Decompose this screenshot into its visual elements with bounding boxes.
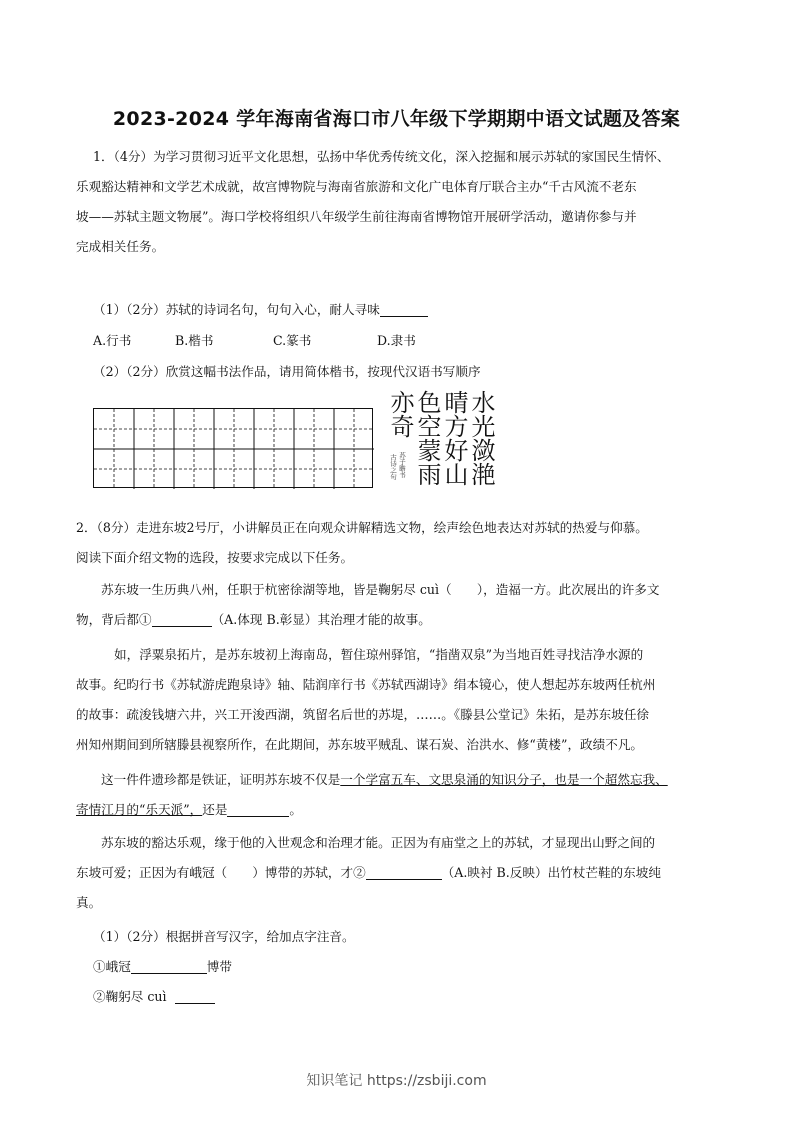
q2-para4-line-1: 苏东坡的豁达乐观，缘于他的入世观念和治理才能。正因为有庙堂之上的苏轼，才显现出山野之间的 <box>101 835 656 850</box>
q2-item1-text-a: ①峨冠 <box>93 959 131 974</box>
calligraphy-column-1: 水光潋滟 <box>467 390 495 486</box>
q1-sub1-blank[interactable] <box>380 302 428 317</box>
q2-intro-line-2: 阅读下面介绍文物的选段，按要求完成以下任务。 <box>76 550 354 565</box>
q2-item2-text: ②鞠躬尽 cuì <box>93 989 167 1004</box>
q2-para3-line-1 <box>101 766 668 794</box>
q1-options <box>93 327 416 355</box>
blank-still-is[interactable] <box>227 802 289 817</box>
q2-para3-line-2 <box>76 796 302 824</box>
q2-para2-line-1: 如，浮粟泉拓片，是苏东坡初上海南岛，暂住琼州驿馆，“指凿双泉”为当地百姓寻找洁净水源的 <box>114 647 644 662</box>
q2-para3-underlined-b: 寄情江月的“乐天派”， <box>76 802 203 817</box>
option-a[interactable]: A.行书 <box>93 333 132 348</box>
blank-pinyin-1[interactable] <box>131 959 207 974</box>
q2-item2 <box>93 983 215 1011</box>
q1-intro-line-1: 1．（4分）为学习贯彻习近平文化思想，弘扬中华优秀传统文化，深入挖掘和展示苏轼的家国民生情怀、 <box>93 149 670 164</box>
q2-para2-line-4: 州知州期间到所辖滕县视察所作，在此期间，苏东坡平贼乱、谋石炭、治洪水、修“黄楼”，政绩不凡。 <box>76 737 644 752</box>
calligraphy-signature-1: 苏子瞻书 <box>398 452 406 478</box>
q1-intro-line-3: 坡——苏轼主题文物展”。海口学校将组织八年级学生前往海南省博物馆开展研学活动，邀请你参与并 <box>76 209 637 224</box>
q2-para4-line-3: 真。 <box>76 895 102 910</box>
q2-para1-line-2 <box>76 606 431 634</box>
q1-sub1-text: （1）（2分）苏轼的诗词名句，句句入心，耐人寻味 <box>93 302 380 317</box>
q2-para1-text-a: 物，背后都① <box>76 612 152 627</box>
q1-intro-line-2: 乐观豁达精神和文学艺术成就，故宫博物院与海南省旅游和文化广电体育厅联合主办“千古风流不老东 <box>76 179 637 194</box>
option-d[interactable]: D.隶书 <box>377 333 416 348</box>
q1-sub2: （2）（2分）欣赏这幅书法作品，请用简体楷书，按现代汉语书写顺序 <box>93 364 481 379</box>
q2-para3-underlined-a: 一个学富五车、文思泉涌的知识分子，也是一个超然忘我、 <box>340 772 668 787</box>
q2-item1-text-b: 博带 <box>206 959 232 974</box>
calligraphy-column-3: 色空蒙雨 <box>413 390 441 486</box>
q2-item1 <box>93 953 232 981</box>
calligraphy-column-4: 亦奇 <box>386 390 414 438</box>
q2-para2-line-2: 故事。纪昀行书《苏轼游虎跑泉诗》轴、陆润庠行书《苏轼西湖诗》绢本镜心，使人想起苏东坡两任杭州 <box>76 677 656 692</box>
q2-para3-text-e: 。 <box>289 802 303 817</box>
blank-hanzi-1[interactable] <box>175 989 215 1004</box>
q2-para2-line-3: 的故事：疏浚钱塘六井，兴工开浚西湖，筑留名后世的苏堤，……。《滕县公堂记》朱拓，是苏东坡任徐 <box>76 707 650 722</box>
calligraphy-artwork <box>384 390 494 508</box>
q2-para3-text-a: 这一件件遗珍都是铁证，证明苏东坡不仅是 <box>101 772 341 787</box>
q2-intro-line-1: 2．（8分）走进东坡2号厅，小讲解员正在向观众讲解精选文物，绘声绘色地表达对苏轼的热爱与仰慕。 <box>76 520 648 535</box>
q1-sub1 <box>93 296 428 324</box>
calligraphy-column-2: 晴方好山 <box>440 390 468 486</box>
blank-2[interactable] <box>366 865 442 880</box>
option-c[interactable]: C.篆书 <box>273 333 312 348</box>
q2-para4-text-a: 东坡可爱；正因为有峨冠（ ）博带的苏轼，才② <box>76 865 366 880</box>
q2-para4-text-b: （A.映衬 B.反映）出竹杖芒鞋的东坡纯 <box>441 865 661 880</box>
q2-para4-line-2 <box>76 859 661 887</box>
q1-intro-line-4: 完成相关任务。 <box>76 239 165 254</box>
q2-para1-line-1: 苏东坡一生历典八州，任职于杭密徐湖等地，皆是鞠躬尽 cuì（ ），造福一方。此次展出的许多文 <box>101 582 660 597</box>
option-b[interactable]: B.楷书 <box>175 333 214 348</box>
q2-para1-text-b: （A.体现 B.彰显）其治理才能的故事。 <box>211 612 431 627</box>
blank-1[interactable] <box>152 612 212 627</box>
writing-grid[interactable] <box>93 408 373 488</box>
q2-sub1: （1）（2分）根据拼音写汉字，给加点字注音。 <box>93 929 355 944</box>
footer-watermark: 知识笔记 https://zsbiji.com <box>306 1073 487 1089</box>
page-title: 2023-2024 学年海南省海口市八年级下学期期中语文试题及答案 <box>112 108 681 130</box>
calligraphy-signature-2: 古诗之句 <box>389 454 397 480</box>
q2-para3-text-d: 还是 <box>202 802 228 817</box>
